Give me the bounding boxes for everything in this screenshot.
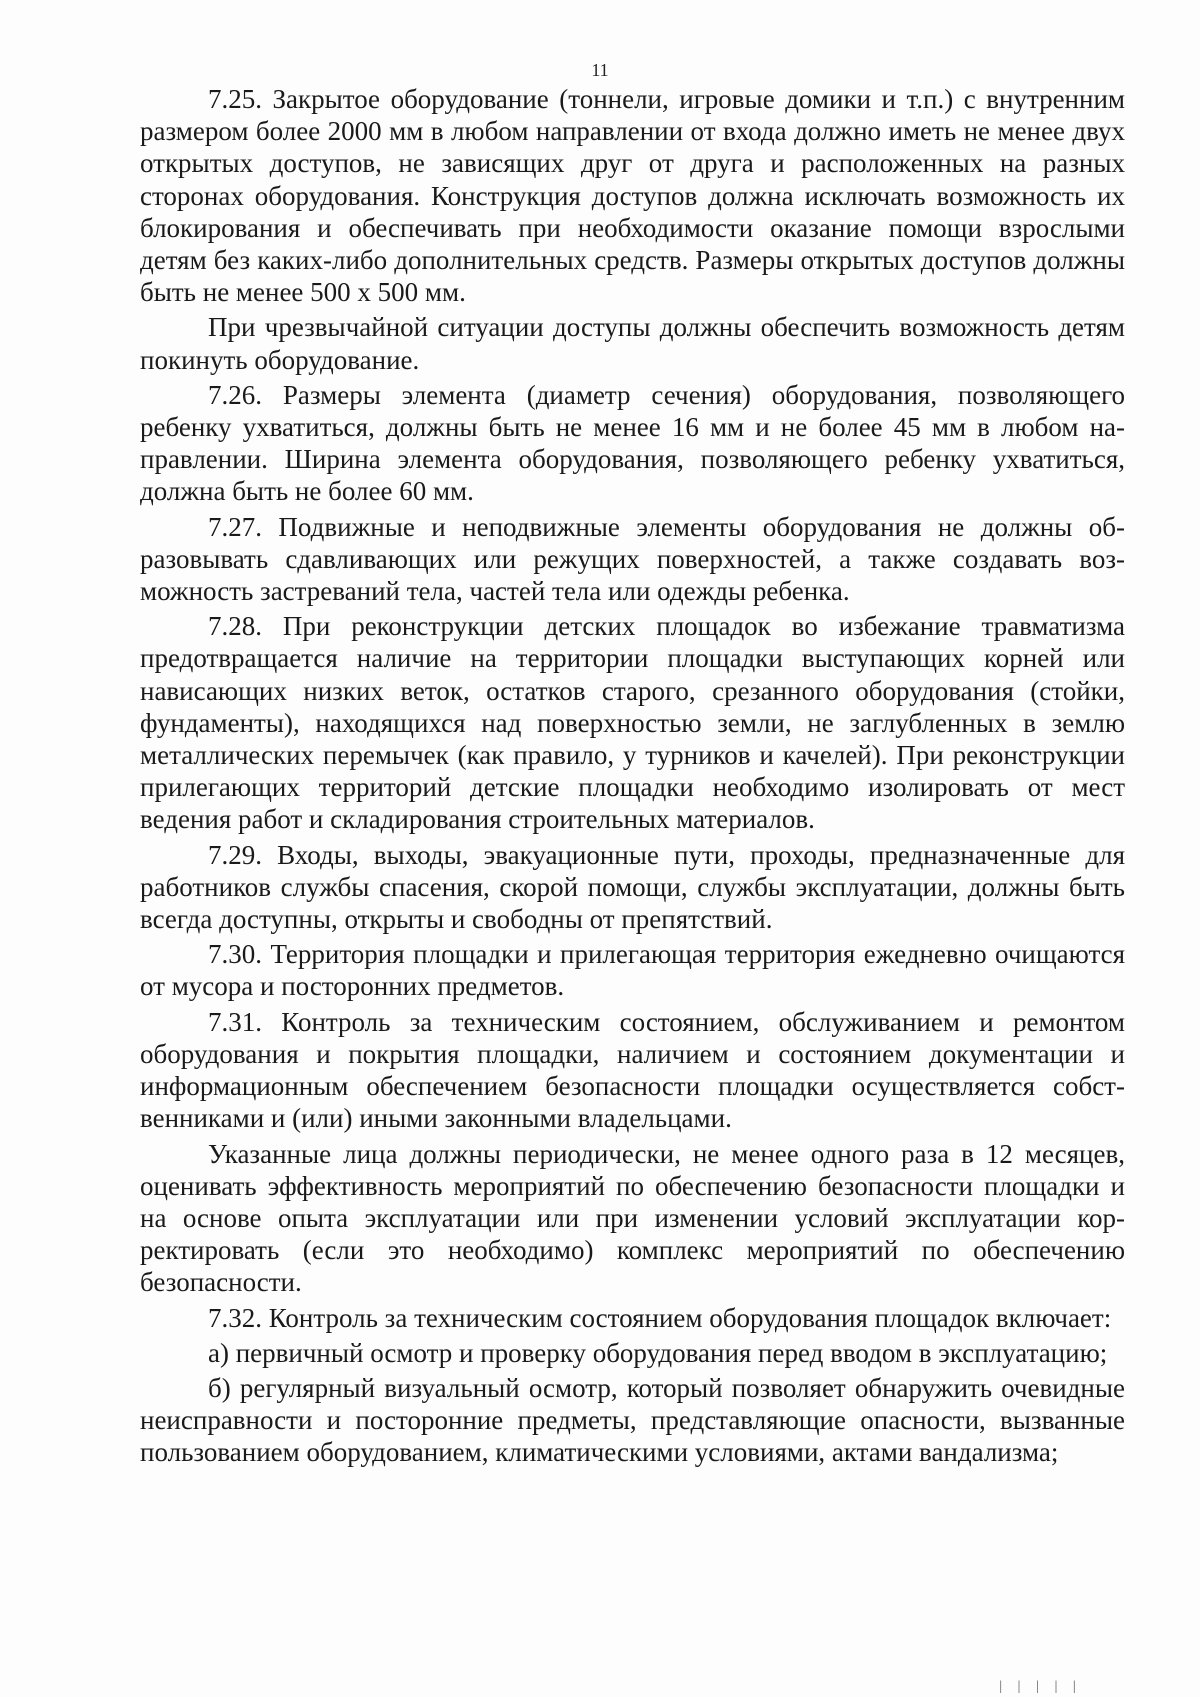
paragraph-7-25-emergency: При чрезвычайной ситуации доступы должны обеспечить возможность детям покинуть оборудование. [140, 312, 1125, 375]
paragraph-7-25: 7.25. Закрытое оборудование (тоннели, игровые домики и т.п.) с внутренним размером более 2000 мм в любом направлении от входа должно иметь не менее двух открытых доступов, не зависящих друг от друга и расположенных на разных сторонах оборудования. Конструкция доступов должна исключать возможность их блокирования и обеспечивать при необходимости оказание помощи взрослыми детям без каких-либо дополнительных средств. Размеры открытых доступов должны быть не менее 500 х 500 мм. [140, 84, 1125, 308]
paragraph-7-31-persons: Указанные лица должны периодически, не менее одного раза в 12 месяцев, оценивать эффективность мероприятий по обеспечению безопасности площадки и на основе опыта эксплуатации или при изменении условий эксплуатации корректировать (если это необходимо) комплекс мероприятий по обеспечению безопасности. [140, 1138, 1125, 1298]
paragraph-7-27: 7.27. Подвижные и неподвижные элементы оборудования не должны образовывать сдавливающих или режущих поверхностей, а также создавать возможность застреваний тела, частей тела или одежды ребенка. [140, 511, 1125, 607]
paragraph-7-31: 7.31. Контроль за техническим состоянием, обслуживанием и ремонтом оборудования и покрытия площадки, наличием и состоянием документации и информационным обеспечением безопасности площадки осуществляется собственниками и (или) иными законными владельцами. [140, 1006, 1125, 1134]
paragraph-7-30: 7.30. Территория площадки и прилегающая территория ежедневно очищаются от мусора и посторонних предметов. [140, 939, 1125, 1002]
paragraph-7-28: 7.28. При реконструкции детских площадок во избежание травматизма предотвращается наличие на территории площадки выступающих корней или нависающих низких веток, остатков старого, срезанного оборудования (стойки, фундаменты), находящихся над поверхностью земли, не заглубленных в землю металлических перемычек (как правило, у турников и качелей). При реконструкции прилегающих территорий детские площадки необходимо изолировать от мест ведения работ и складирования строительных материалов. [140, 611, 1125, 835]
paragraph-7-29: 7.29. Входы, выходы, эвакуационные пути, проходы, предназначенные для работников службы спасения, скорой помощи, службы эксплуатации, должны быть всегда доступны, открыты и свободны от препятствий. [140, 839, 1125, 935]
list-item-b: б) регулярный визуальный осмотр, который позволяет обнаружить очевидные неисправности и посторонние предметы, представляющие опасности, вызванные пользованием оборудованием, климатическими условиями, актами вандализма; [140, 1372, 1125, 1468]
paragraph-7-26: 7.26. Размеры элемента (диаметр сечения) оборудования, позволяющего ребенку ухватиться, должны быть не менее 16 мм и не более 45 мм в любом направлении. Ширина элемента оборудования, позволяющего ребенку ухватиться, должна быть не более 60 мм. [140, 379, 1125, 507]
page-number: 11 [591, 60, 609, 80]
list-item-a: а) первичный осмотр и проверку оборудования перед вводом в эксплуатацию; [208, 1337, 1108, 1368]
document-body [140, 83, 1125, 1472]
paragraph-7-32: 7.32. Контроль за техническим состоянием оборудования площадок включает: [208, 1302, 1112, 1333]
scan-edge-marks: | | | | | [996, 1679, 1080, 1693]
